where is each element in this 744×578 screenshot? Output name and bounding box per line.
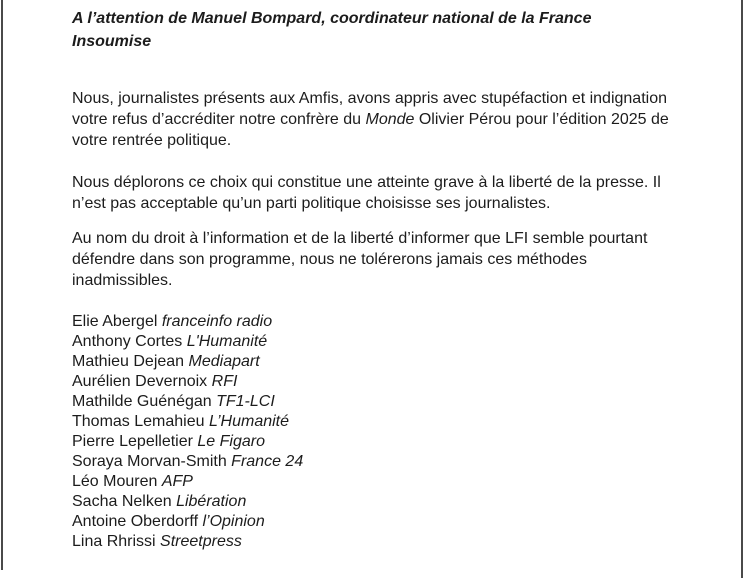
signatory-row: [72, 432, 672, 452]
signatory-row: [72, 332, 672, 352]
signatory-row: [72, 532, 672, 552]
signatory-outlet: franceinfo radio: [161, 313, 273, 330]
signatory-row: [72, 492, 672, 512]
signatory-outlet: AFP: [161, 473, 193, 490]
signatory-name: Anthony Cortes: [72, 333, 183, 350]
signatory-row: [72, 452, 672, 472]
signatory-row: [72, 372, 672, 392]
signatory-outlet: RFI: [211, 373, 238, 390]
signatory-name: Sacha Nelken: [72, 493, 172, 510]
signatory-name: Thomas Lemahieu: [72, 413, 205, 430]
signatory-name: Aurélien Devernoix: [72, 373, 208, 390]
signatory-name: Antoine Oberdorff: [72, 513, 199, 530]
signatory-outlet: Libération: [176, 493, 247, 510]
paragraph-1-italic-monde: Monde: [365, 111, 415, 128]
signatory-outlet: l’Opinion: [202, 513, 265, 530]
signatory-row: [72, 352, 672, 372]
signatory-row: [72, 312, 672, 332]
paragraph-accreditation-refusal: [72, 88, 672, 151]
signatory-name: Elie Abergel: [72, 313, 158, 330]
signatory-name: Soraya Morvan-Smith: [72, 453, 227, 470]
signatory-row: [72, 412, 672, 432]
page-left-border: [1, 0, 3, 570]
signatory-row: [72, 472, 672, 492]
signatory-outlet: L’Humanité: [208, 413, 290, 430]
signatory-outlet: TF1-LCI: [216, 393, 275, 410]
signatory-name: Pierre Lepelletier: [72, 433, 193, 450]
paragraph-press-freedom: Nous déplorons ce choix qui constitue une atteinte grave à la liberté de la presse. Il n’est pas acceptable qu’un parti politique choisisse ses journalistes.: [72, 174, 661, 212]
signatory-name: Léo Mouren: [72, 473, 158, 490]
paragraph-1-text-after: Olivier Pérou pour l’édition 2025 de votre rentrée politique.: [72, 111, 669, 149]
signatory-outlet: Streetpress: [160, 533, 242, 550]
signatory-outlet: Le Figaro: [197, 433, 265, 450]
signatory-outlet: France 24: [231, 453, 304, 470]
paragraph-right-to-inform: Au nom du droit à l’information et de la liberté d’informer que LFI semble pourtant défendre dans son programme, nous ne tolérerons jamais ces méthodes inadmissibles.: [72, 230, 648, 289]
signatory-outlet: L'Humanité: [186, 333, 268, 350]
signatory-outlet: Mediapart: [188, 353, 260, 370]
signatory-name: Mathilde Guénégan: [72, 393, 212, 410]
signatories-list: [72, 312, 672, 552]
signatory-row: [72, 392, 672, 412]
signatory-name: Lina Rhrissi: [72, 533, 156, 550]
page-right-border: [741, 0, 743, 578]
signatory-name: Mathieu Dejean: [72, 353, 185, 370]
signatory-row: [72, 512, 672, 532]
paragraph-1-text: Nous, journalistes présents aux Amfis, avons appris avec stupéfaction et indignation votre refus d’accréditer notre confrère du: [72, 90, 667, 128]
letter-title: A l’attention de Manuel Bompard, coordinateur national de la France Insoumise: [72, 10, 592, 50]
